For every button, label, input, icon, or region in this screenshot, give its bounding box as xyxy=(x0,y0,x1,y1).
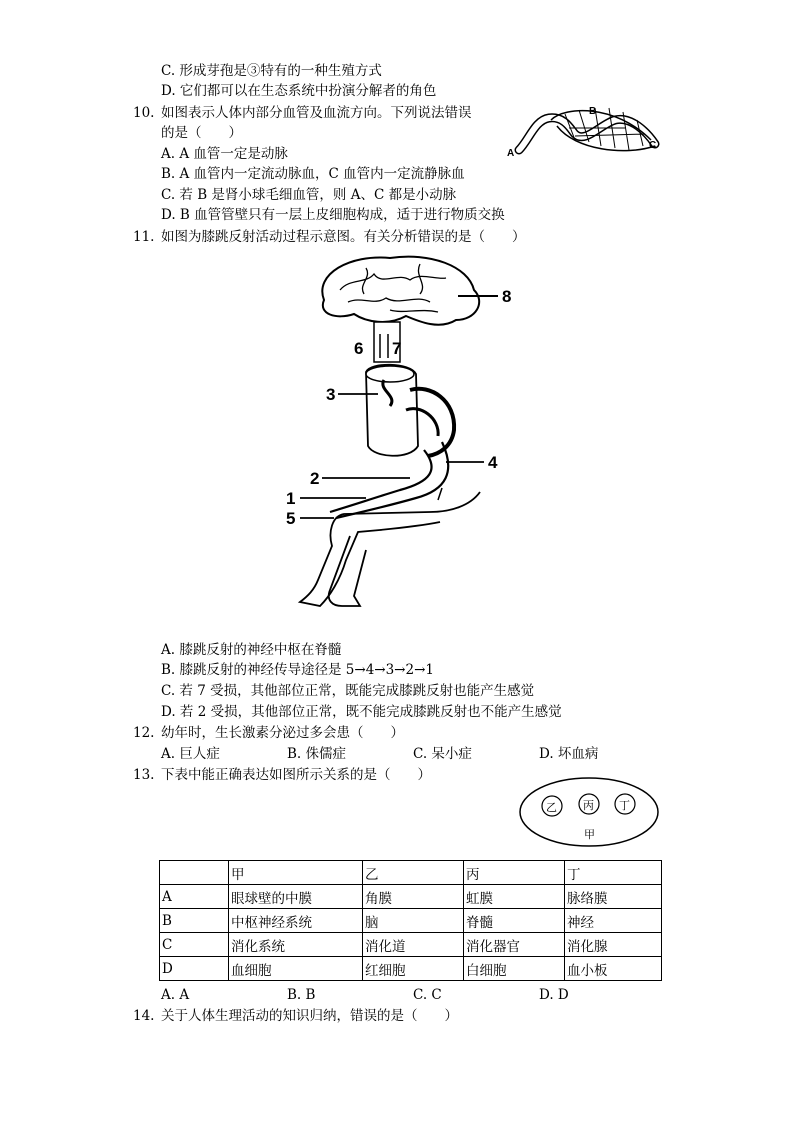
question-number-14: 14. xyxy=(133,1008,155,1024)
question-12-option-c: C. 呆小症 xyxy=(413,746,472,762)
table-cell: B xyxy=(160,909,229,933)
reflex-label-6: 6 xyxy=(354,339,364,358)
table-cell: 血小板 xyxy=(565,957,662,981)
table-cell: 角膜 xyxy=(363,885,464,909)
table-header-cell: 乙 xyxy=(363,861,464,885)
table-header-cell: 丙 xyxy=(464,861,565,885)
table-cell: 消化道 xyxy=(363,933,464,957)
table-header-cell: 丁 xyxy=(565,861,662,885)
question-13-option-a: A. A xyxy=(161,987,190,1003)
question-11-option-c: C. 若 7 受损，其他部位正常，既能完成膝跳反射也能产生感觉 xyxy=(161,683,535,699)
table-cell: D xyxy=(160,957,229,981)
reflex-label-8: 8 xyxy=(502,287,512,306)
table-cell: 消化系统 xyxy=(229,933,363,957)
table-cell: 虹膜 xyxy=(464,885,565,909)
question-13-option-d: D. D xyxy=(539,987,569,1003)
venn-inner-yi: 乙 xyxy=(546,801,557,814)
question-number-10: 10. xyxy=(133,105,155,121)
venn-inner-bing: 丙 xyxy=(583,799,594,812)
reflex-label-2: 2 xyxy=(310,469,320,488)
question-11-stem: 如图为膝跳反射活动过程示意图。有关分析错误的是（ ） xyxy=(161,229,526,245)
table-cell: 消化腺 xyxy=(565,933,662,957)
option-c-prev: C. 形成芽孢是③特有的一种生殖方式 xyxy=(161,63,382,79)
table-cell: 消化器官 xyxy=(464,933,565,957)
question-11-option-a: A. 膝跳反射的神经中枢在脊髓 xyxy=(161,642,342,658)
question-10-stem: 如图表示人体内部分血管及血流方向。下列说法错误 xyxy=(161,105,472,121)
table-cell: C xyxy=(160,933,229,957)
question-12-option-d: D. 坏血病 xyxy=(539,746,599,762)
question-13-stem: 下表中能正确表达如图所示关系的是（ ） xyxy=(161,767,431,783)
question-13-option-c: C. C xyxy=(413,987,442,1003)
question-10-option-c: C. 若 B 是肾小球毛细血管，则 A、C 都是小动脉 xyxy=(161,187,457,203)
knee-jerk-reflex-figure xyxy=(270,250,530,620)
question-14-stem: 关于人体生理活动的知识归纳，错误的是（ ） xyxy=(161,1008,458,1024)
question-12-option-b: B. 侏儒症 xyxy=(287,746,347,762)
table-cell: 脊髓 xyxy=(464,909,565,933)
venn-inner-ding: 丁 xyxy=(619,799,630,812)
question-number-13: 13. xyxy=(133,767,155,783)
reflex-label-5: 5 xyxy=(286,509,296,528)
blood-vessel-figure xyxy=(505,100,665,170)
table-cell: 神经 xyxy=(565,909,662,933)
reflex-label-7: 7 xyxy=(392,339,402,358)
venn-figure xyxy=(518,776,660,848)
question-11-option-d: D. 若 2 受损，其他部位正常，既不能完成膝跳反射也不能产生感觉 xyxy=(161,704,562,720)
vessel-label-b: B xyxy=(589,106,597,117)
venn-outer-jia: 甲 xyxy=(584,828,595,841)
table-row xyxy=(160,909,662,933)
question-11-option-b: B. 膝跳反射的神经传导途径是 5→4→3→2→1 xyxy=(161,662,434,678)
options-table xyxy=(159,860,662,981)
table-cell: 白细胞 xyxy=(464,957,565,981)
table-cell: 中枢神经系统 xyxy=(229,909,363,933)
question-10-stem-cont: 的是（ ） xyxy=(161,125,242,141)
table-header-row xyxy=(160,861,662,885)
table-row xyxy=(160,933,662,957)
question-number-11: 11. xyxy=(133,229,155,245)
question-10-option-b: B. A 血管内一定流动脉血，C 血管内一定流静脉血 xyxy=(161,166,465,182)
vessel-label-a: A xyxy=(507,148,515,159)
question-10-option-a: A. A 血管一定是动脉 xyxy=(161,146,288,162)
table-row xyxy=(160,957,662,981)
table-cell: 脑 xyxy=(363,909,464,933)
question-number-12: 12. xyxy=(133,725,155,741)
table-cell: 血细胞 xyxy=(229,957,363,981)
table-header-cell xyxy=(160,861,229,885)
table-cell: 眼球壁的中膜 xyxy=(229,885,363,909)
table-row xyxy=(160,885,662,909)
table-cell: 脉络膜 xyxy=(565,885,662,909)
question-12-stem: 幼年时，生长激素分泌过多会患（ ） xyxy=(161,725,404,741)
reflex-label-1: 1 xyxy=(286,489,296,508)
vessel-label-c: C xyxy=(649,140,657,151)
question-13-option-b: B. B xyxy=(287,987,316,1003)
table-header-cell: 甲 xyxy=(229,861,363,885)
question-10-option-d: D. B 血管管壁只有一层上皮细胞构成，适于进行物质交换 xyxy=(161,207,505,223)
table-cell: A xyxy=(160,885,229,909)
reflex-label-4: 4 xyxy=(488,453,498,472)
option-d-prev: D. 它们都可以在生态系统中扮演分解者的角色 xyxy=(161,83,437,99)
reflex-label-3: 3 xyxy=(326,385,336,404)
question-12-option-a: A. 巨人症 xyxy=(161,746,220,762)
table-cell: 红细胞 xyxy=(363,957,464,981)
